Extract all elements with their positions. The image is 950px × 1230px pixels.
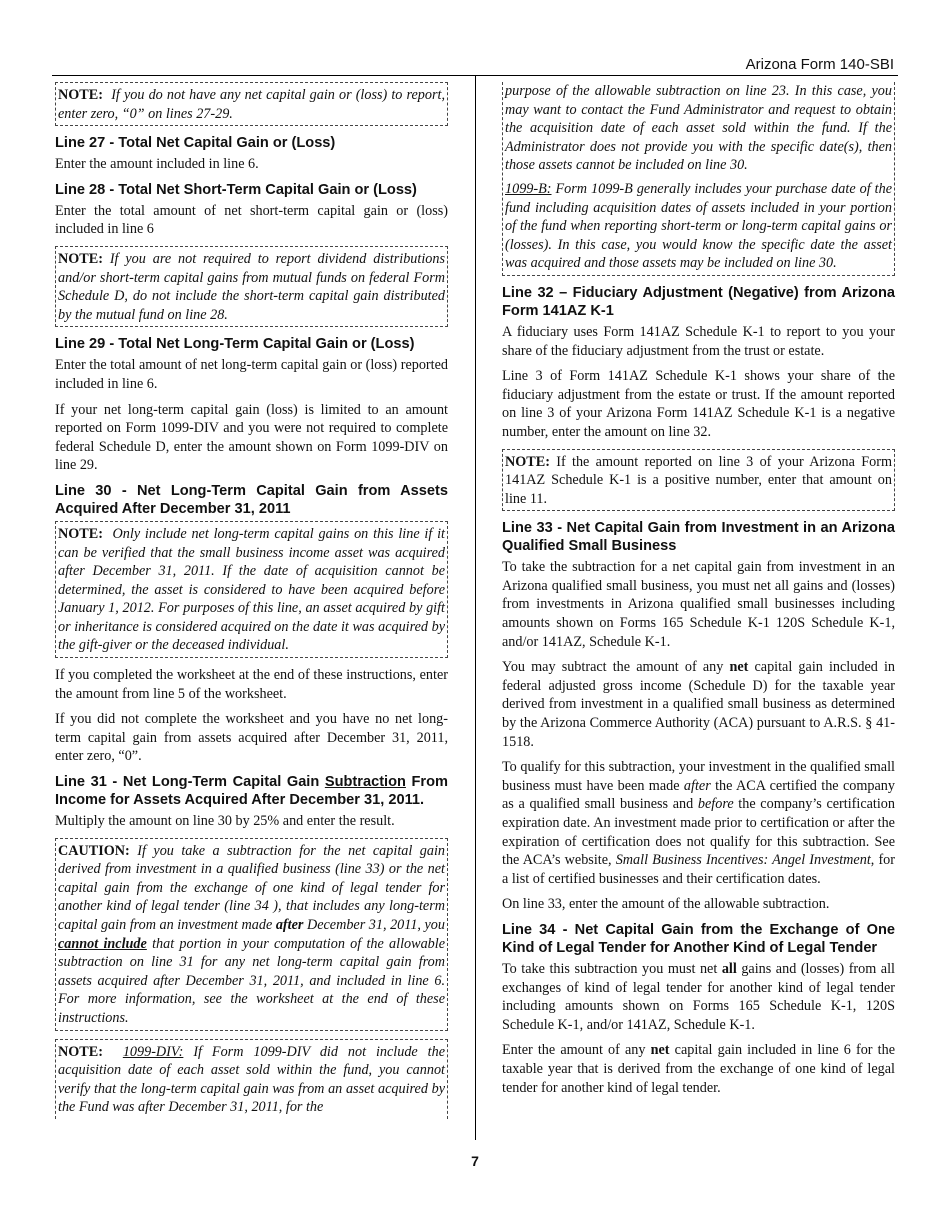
line33-text-1: To take the subtraction for a net capital gain from investment in an Arizona qualified small business, you must net all gains and (losses) from investments in Arizona qualified small businesses including amounts shown on Forms 165 Schedule K-1 120S Schedule K-1, and/or 141AZ, Schedule K-1. bbox=[502, 559, 895, 650]
note-box-line32 bbox=[502, 449, 895, 512]
line33-text-4: On line 33, enter the amount of the allowable subtraction. bbox=[502, 896, 830, 913]
line27-text: Enter the amount included in line 6. bbox=[55, 156, 259, 173]
note-text: If you do not have any net capital gain or (loss) to report, enter zero, “0” on lines 27-29. bbox=[58, 87, 446, 122]
line30-heading: Line 30 - Net Long-Term Capital Gain from Assets Acquired After December 31, 2011 bbox=[55, 482, 448, 517]
line32-text-1: A fiduciary uses Form 141AZ Schedule K-1 to report to you your share of the fiduciary adjustment from the trust or estate. bbox=[502, 323, 895, 359]
line30-text-1: If you completed the worksheet at the end of these instructions, enter the amount from line 5 of the worksheet. bbox=[55, 667, 448, 702]
caution-label: CAUTION: bbox=[58, 842, 130, 859]
note-text: If the amount reported on line 3 of your Arizona Form 141AZ Schedule K-1 is a positive number, enter that amount on line 11. bbox=[505, 453, 892, 507]
line29-text-1: Enter the total amount of net long-term capital gain or (loss) reported included in line 6. bbox=[55, 357, 448, 392]
line31-heading: Line 31 - Net Long-Term Capital Gain Subtraction From Income for Assets Acquired After December 31, 2011. bbox=[55, 774, 448, 809]
note-label: NOTE: bbox=[58, 87, 103, 103]
note-label: NOTE: bbox=[505, 453, 550, 470]
line32-text-2: Line 3 of Form 141AZ Schedule K-1 shows your share of the fiduciary adjustment from the estate or trust. If the amount reported on line 3 of your Arizona Form 141AZ Schedule K-1 is a negative number, enter the amount on line 32. bbox=[502, 368, 895, 440]
note-box-dividends bbox=[55, 246, 448, 327]
note-label: NOTE: bbox=[58, 1043, 103, 1060]
note-text: If you are not required to report dividend distributions and/or short-term capital gains from mutual funds on federal Form Schedule D, do not include the short-term capital gain distributed by the mutual fund on line 28. bbox=[58, 250, 445, 323]
caution-box: CAUTION: If you take a subtraction for the net capital gain derived from investment in a qualified business (line 33) or the net capital gain from the exchange of one kind of legal tender for another kind of legal tender (line 34 ), that includes any long-term capital gain from an investment made after December 31, 2011, you cannot include that portion in your computation of the allowable subtraction on line 31 for any net long-term capital gain from assets acquired after December 31, 2011, and included in line 6. For more information, see the worksheet at the end of these instructions. bbox=[55, 838, 448, 1031]
note-label: NOTE: bbox=[58, 525, 103, 542]
form-title: Arizona Form 140-SBI bbox=[745, 56, 894, 73]
line29-heading: Line 29 - Total Net Long-Term Capital Gain or (Loss) bbox=[55, 336, 415, 353]
line33-heading: Line 33 - Net Capital Gain from Investment in an Arizona Qualified Small Business bbox=[502, 520, 895, 555]
note-box-line30 bbox=[55, 521, 448, 658]
note-box-1099-div: NOTE: 1099-DIV: If Form 1099-DIV did not include the acquisition date of each asset sold within the fund, you cannot verify that the long-term capital gain was from an asset acquired by the Fund was after December 31, 2011, for the bbox=[55, 1039, 448, 1119]
line28-heading: Line 28 - Total Net Short-Term Capital Gain or (Loss) bbox=[55, 181, 417, 198]
note-box-1099-continued: purpose of the allowable subtraction on line 23. In this case, you may want to contact the Fund Administrator and request to obtain the acquisition date of each asset sold within the fund. If the Administrator does not provide you with the specific date(s), then those assets cannot be included on line 30. 1099-B: Form 1099-B generally includes your purchase date of the fund including acquisition dates of assets included in your portion of the fund when reporting short-term or long-term capital gains or (losses). In this case, you would know the specific date the asset was acquired and those assets may be included on line 30. bbox=[502, 82, 895, 276]
line27-heading: Line 27 - Total Net Capital Gain or (Loss) bbox=[55, 135, 336, 152]
note-text: Only include net long-term capital gains on this line if it can be verified that the small business income asset was acquired after December 31, 2011. If the date of acquisition cannot be determined, the asset is considered to have been acquired before January 1, 2012. For purposes of this line, an asset acquired by gift or inheritance is considered acquired on the date it was acquired by the gift-giver or the deceased individual. bbox=[58, 525, 445, 654]
note-continued-text: purpose of the allowable subtraction on line 23. In this case, you may want to contact the Fund Administrator and request to obtain the acquisition date of each asset sold within the fund. If the Administrator does not provide you with the specific date(s), then those assets cannot be included on line 30. bbox=[505, 83, 892, 174]
right-column bbox=[502, 82, 895, 1104]
left-column bbox=[55, 82, 448, 1127]
line34-text-1: To take this subtraction you must net all gains and (losses) from all exchanges of kind of legal tender for another kind of legal tender including amounts shown on Forms 165 Schedule K-1, 120S Schedule K-1, and/or 141AZ, Schedule K-1. bbox=[502, 960, 895, 1033]
line34-text-2: Enter the amount of any net capital gain included in line 6 for the taxable year that is derived from the exchange of one kind of legal tender for another kind of legal tender. bbox=[502, 1042, 895, 1096]
line31-text: Multiply the amount on line 30 by 25% and enter the result. bbox=[55, 813, 395, 830]
line28-text: Enter the total amount of net short-term capital gain or (loss) included in line 6 bbox=[55, 202, 448, 238]
line30-text-2: If you did not complete the worksheet and you have no net long-term capital gain from assets acquired after December 31, 2011, enter zero, “0”. bbox=[55, 711, 448, 765]
note-box-no-gain bbox=[55, 82, 448, 126]
line33-text-2: You may subtract the amount of any net capital gain included in federal adjusted gross income (Schedule D) for the taxable year derived from investment in a qualified small business as determined by the Arizona Commerce Authority (ACA) pursuant to A.R.S. § 41-1518. bbox=[502, 659, 895, 750]
line32-heading: Line 32 – Fiduciary Adjustment (Negative) from Arizona Form 141AZ K-1 bbox=[502, 284, 895, 319]
note-label: NOTE: bbox=[58, 250, 103, 267]
line29-text-2: If your net long-term capital gain (loss) is limited to an amount reported on Form 1099-DIV and you were not required to complete federal Schedule D, enter the amount shown on Form 1099-DIV on line 29. bbox=[55, 401, 448, 474]
line34-heading: Line 34 - Net Capital Gain from the Exchange of One Kind of Legal Tender for Another Kind of Legal Tender bbox=[502, 921, 895, 956]
page-number: 7 bbox=[471, 1153, 479, 1169]
column-divider bbox=[475, 75, 476, 1140]
line33-text-3: To qualify for this subtraction, your investment in the qualified small business must have been made after the ACA certified the company as a qualified small business and before the company’s certification expiration date. An investment made prior to certification or after the expiration of certification does not qualify for this subtraction. See the ACA’s website, Small Business Incentives: Angel Investment, for a list of certified businesses and their certification dates. bbox=[502, 759, 895, 887]
